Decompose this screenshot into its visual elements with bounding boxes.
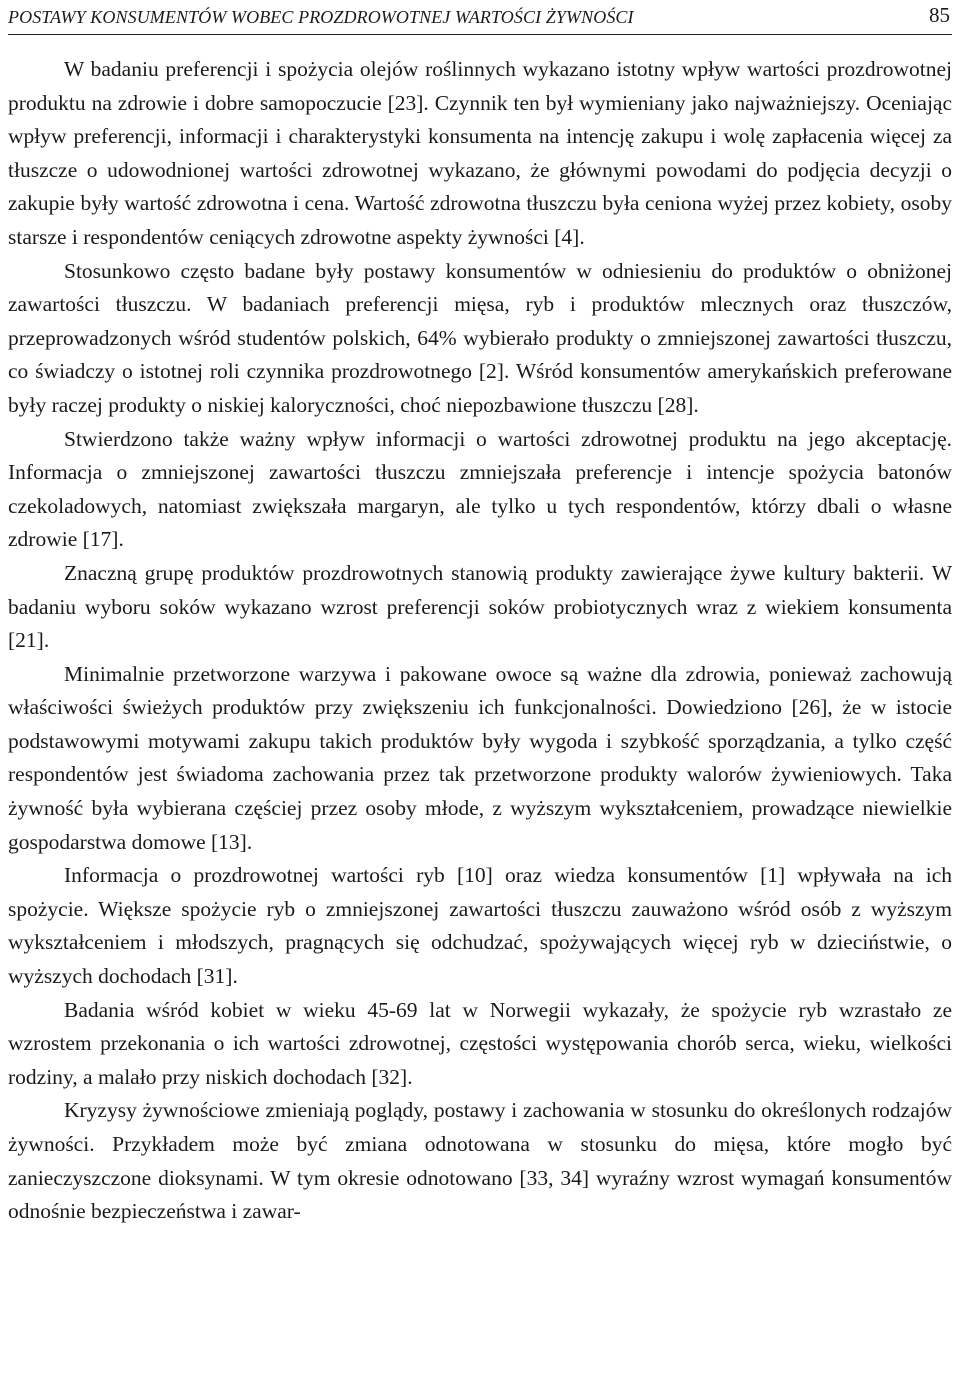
- running-header: [8, 0, 952, 35]
- paragraph: Informacja o prozdrowotnej wartości ryb [10] oraz wiedza konsumentów [1] wpływała na ich spożycie. Większe spożycie ryb o zmniejszonej zawartości tłuszczu zauważono wśród osób z wyższym wykształceniem i młodszych, pragnących się odchudzać, spożywających więcej ryb w dzieciństwie, o wyższych dochodach [31].: [8, 863, 952, 989]
- paragraph: Stosunkowo często badane były postawy konsumentów w odniesieniu do produktów o obniżonej zawartości tłuszczu. W badaniach preferencji mięsa, ryb i produktów mlecznych oraz tłuszczów, przeprowadzonych wśród studentów polskich, 64% wybierało produkty o zmniejszonej zawartości tłuszczu, co świadczy o istotnej roli czynnika prozdrowotnego [2]. Wśród konsumentów amerykańskich preferowane były raczej produkty o niskiej kaloryczności, choć niepozbawione tłuszczu [28].: [8, 258, 952, 417]
- paragraph: Badania wśród kobiet w wieku 45-69 lat w Norwegii wykazały, że spożycie ryb wzrastało ze wzrostem przekonania o ich wartości zdrowotnej, częstości występowania chorób serca, wieku, wielkości rodziny, a malało przy niskich dochodach [32].: [8, 997, 952, 1089]
- page-number: 85: [929, 3, 950, 27]
- paragraph: Minimalnie przetworzone warzywa i pakowane owoce są ważne dla zdrowia, ponieważ zachowują właściwości świeżych produktów przy zwiększeniu ich funkcjonalności. Dowiedziono [26], że w istocie podstawowymi motywami zakupu takich produktów były wygoda i szybkość sporządzania, a tylko część respondentów jest świadoma zachowania przez tak przetworzone produkty walorów żywieniowych. Taka żywność była wybierana częściej przez osoby młode, z wyższym wykształceniem, prowadzące niewielkie gospodarstwa domowe [13].: [8, 661, 952, 854]
- paragraph: Znaczną grupę produktów prozdrowotnych stanowią produkty zawierające żywe kultury bakterii. W badaniu wyboru soków wykazano wzrost preferencji soków probiotycznych wraz z wiekiem konsumenta [21].: [8, 560, 952, 653]
- running-header-title: POSTAWY KONSUMENTÓW WOBEC PROZDROWOTNEJ WARTOŚCI ŻYWNOŚCI: [8, 7, 634, 27]
- document-page: [8, 0, 952, 1229]
- paragraph: Stwierdzono także ważny wpływ informacji o wartości zdrowotnej produktu na jego akceptację. Informacja o zmniejszonej zawartości tłuszczu zmniejszała preferencje i intencje spożycia batonów czekoladowych, natomiast zwiększała margaryn, ale tylko u tych respondentów, którzy dbali o własne zdrowie [17].: [8, 426, 952, 552]
- paragraph: W badaniu preferencji i spożycia olejów roślinnych wykazano istotny wpływ wartości prozdrowotnej produktu na zdrowie i dobre samopoczucie [23]. Czynnik ten był wymieniany jako najważniejszy. Oceniając wpływ preferencji, informacji i charakterystyki konsumenta na intencję zakupu i wolę zapłacenia więcej za tłuszcze o udowodnionej wartości zdrowotnej wykazano, że głównymi powodami do podjęcia decyzji o zakupie były wartość zdrowotna i cena. Wartość zdrowotna tłuszczu była ceniona wyżej przez kobiety, osoby starsze i respondentów ceniących zdrowotne aspekty żywności [4].: [8, 57, 952, 249]
- body-text: [8, 53, 952, 1229]
- paragraph: Kryzysy żywnościowe zmieniają poglądy, postawy i zachowania w stosunku do określonych rodzajów żywności. Przykładem może być zmiana odnotowana w stosunku do mięsa, które mogło być zanieczyszczone dioksynami. W tym okresie odnotowano [33, 34] wyraźny wzrost wymagań konsumentów odnośnie bezpieczeństwa i zawar-: [8, 1098, 952, 1224]
